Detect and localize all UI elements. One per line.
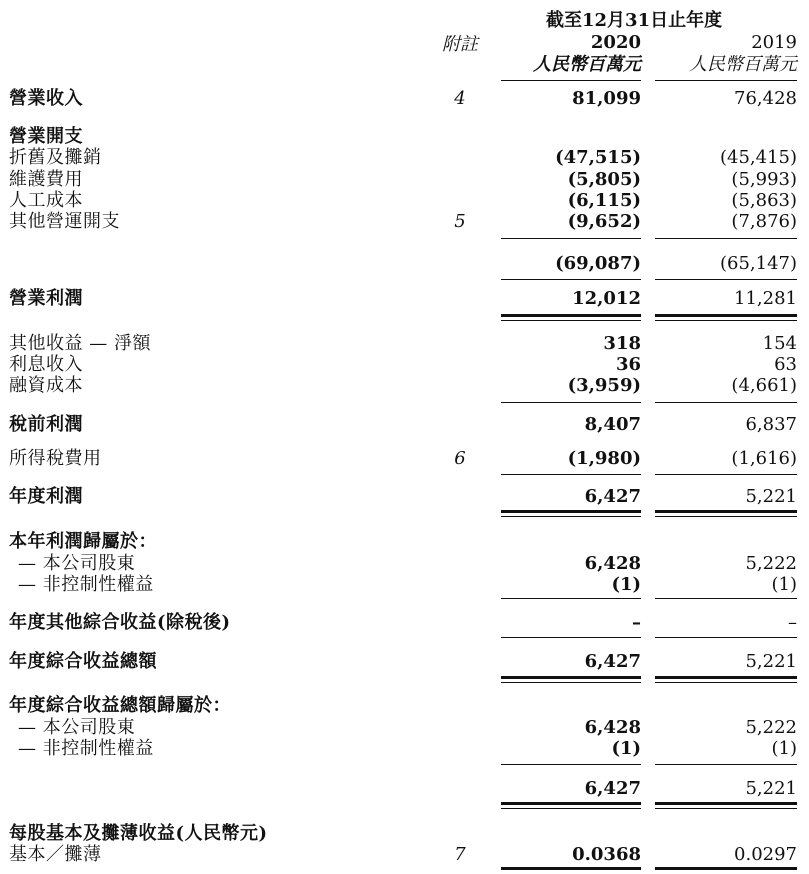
attrib-rule-2019	[655, 598, 797, 599]
oci-rule-2019	[655, 637, 797, 638]
operating-profit-2019: 11,281	[734, 288, 797, 309]
attrib-rule-2020	[501, 598, 641, 599]
tci-owners-2020: 6,428	[584, 717, 641, 738]
tax-note: 6	[454, 448, 466, 469]
eps-2020: 0.0368	[572, 844, 641, 865]
opex-total-2019: (65,147)	[719, 253, 797, 274]
tci-attrib-rule-2020	[501, 764, 641, 765]
note-column-heading: 附註	[442, 34, 478, 55]
profit-label: 年度利潤	[9, 486, 83, 507]
depreciation-label: 折舊及攤銷	[9, 147, 102, 168]
pbt-2019: 6,837	[745, 414, 797, 435]
tci-nci-2020: (1)	[611, 738, 641, 759]
period-heading: 截至12月31日止年度	[546, 10, 723, 31]
eps-label: 基本／攤薄	[9, 844, 102, 865]
tax-rule-2019	[655, 474, 797, 475]
finance-rule-2020	[501, 402, 641, 403]
op-profit-rule-2019	[655, 314, 797, 317]
finance-costs-2019: (4,661)	[731, 375, 797, 396]
op-profit-rule-2020	[501, 314, 641, 317]
other-gains-2020: 318	[603, 333, 641, 354]
opex-total-2020: (69,087)	[555, 253, 641, 274]
maintenance-2020: (5,805)	[567, 169, 641, 190]
unit-2020-heading: 人民幣百萬元	[533, 54, 641, 75]
other-gains-2019: 154	[762, 333, 797, 354]
oci-2019: –	[788, 612, 797, 633]
tci-total-2019: 5,221	[745, 778, 797, 799]
tci-attrib-heading: 年度綜合收益總額歸屬於：	[9, 695, 231, 716]
finance-rule-2019	[655, 402, 797, 403]
revenue-2019: 76,428	[734, 88, 797, 109]
tci-total-2020: 6,427	[584, 778, 641, 799]
profit-rule2-2019	[655, 516, 797, 517]
attrib-owners-2019: 5,222	[745, 553, 797, 574]
tci-total-rule-2020	[501, 802, 641, 805]
other-gains-label: 其他收益 — 淨額	[9, 333, 151, 354]
profit-rule-2020	[501, 510, 641, 513]
tci-attrib-rule-2019	[655, 764, 797, 765]
tax-rule-2020	[501, 474, 641, 475]
op-profit-rule2-2020	[501, 320, 641, 321]
oci-2020: –	[632, 612, 641, 633]
tci-rule-2020	[501, 676, 641, 679]
profit-2019: 5,221	[745, 486, 797, 507]
profit-2020: 6,427	[584, 486, 641, 507]
opex-total-rule-2019	[655, 279, 797, 280]
other-opex-note: 5	[454, 211, 466, 232]
operating-profit-label: 營業利潤	[9, 288, 83, 309]
tci-owners-2019: 5,222	[745, 717, 797, 738]
revenue-label: 營業收入	[9, 88, 83, 109]
tax-2019: (1,616)	[731, 448, 797, 469]
header-rule-2020	[501, 80, 641, 81]
tci-nci-2019: (1)	[771, 738, 797, 759]
maintenance-label: 維護費用	[9, 169, 83, 190]
year-2019-heading: 2019	[751, 32, 797, 53]
tci-nci-label: — 非控制性權益	[18, 738, 154, 759]
tci-rule2-2020	[501, 682, 641, 683]
opex-total-rule-2020	[501, 279, 641, 280]
eps-2019: 0.0297	[734, 844, 797, 865]
year-2020-heading: 2020	[590, 32, 641, 53]
tci-total-rule2-2020	[501, 808, 641, 809]
attrib-owners-label: — 本公司股東	[18, 553, 136, 574]
tci-rule2-2019	[655, 682, 797, 683]
depreciation-2019: (45,415)	[719, 147, 797, 168]
tci-owners-label: — 本公司股東	[18, 717, 136, 738]
tci-rule-2019	[655, 676, 797, 679]
attrib-nci-label: — 非控制性權益	[18, 574, 154, 595]
tci-total-rule2-2019	[655, 808, 797, 809]
pbt-label: 稅前利潤	[9, 414, 83, 435]
eps-rule-2019	[655, 867, 797, 870]
opex-rule-2019	[655, 238, 797, 239]
pbt-2020: 8,407	[584, 414, 641, 435]
attrib-owners-2020: 6,428	[584, 553, 641, 574]
tci-label: 年度綜合收益總額	[9, 651, 157, 672]
labour-2020: (6,115)	[567, 190, 641, 211]
tax-label: 所得稅費用	[9, 448, 102, 469]
profit-rule2-2020	[501, 516, 641, 517]
finance-costs-2020: (3,959)	[567, 375, 641, 396]
oci-label: 年度其他綜合收益(除稅後)	[9, 612, 231, 633]
tci-total-rule-2019	[655, 802, 797, 805]
depreciation-2020: (47,515)	[555, 147, 641, 168]
tci-2019: 5,221	[745, 651, 797, 672]
other-opex-2019: (7,876)	[731, 211, 797, 232]
header-rule-2019	[655, 80, 797, 81]
profit-rule-2019	[655, 510, 797, 513]
revenue-note: 4	[454, 88, 466, 109]
labour-label: 人工成本	[9, 190, 83, 211]
unit-2019-heading: 人民幣百萬元	[689, 54, 797, 75]
other-opex-2020: (9,652)	[567, 211, 641, 232]
attrib-nci-2020: (1)	[611, 574, 641, 595]
finance-costs-label: 融資成本	[9, 375, 83, 396]
opex-rule-2020	[501, 238, 641, 239]
labour-2019: (5,863)	[731, 190, 797, 211]
operating-profit-2020: 12,012	[572, 288, 641, 309]
tci-2020: 6,427	[584, 651, 641, 672]
eps-note: 7	[454, 844, 466, 865]
eps-heading: 每股基本及攤薄收益(人民幣元)	[9, 823, 268, 844]
revenue-2020: 81,099	[572, 88, 641, 109]
interest-income-2019: 63	[774, 354, 797, 375]
other-opex-label: 其他營運開支	[9, 211, 120, 232]
op-profit-rule2-2019	[655, 320, 797, 321]
attrib-nci-2019: (1)	[771, 574, 797, 595]
attrib-heading: 本年利潤歸屬於：	[9, 531, 157, 552]
interest-income-2020: 36	[615, 354, 641, 375]
tax-2020: (1,980)	[567, 448, 641, 469]
eps-rule-2020	[501, 867, 641, 870]
opex-heading: 營業開支	[9, 126, 83, 147]
interest-income-label: 利息收入	[9, 354, 83, 375]
oci-rule-2020	[501, 637, 641, 638]
maintenance-2019: (5,993)	[731, 169, 797, 190]
